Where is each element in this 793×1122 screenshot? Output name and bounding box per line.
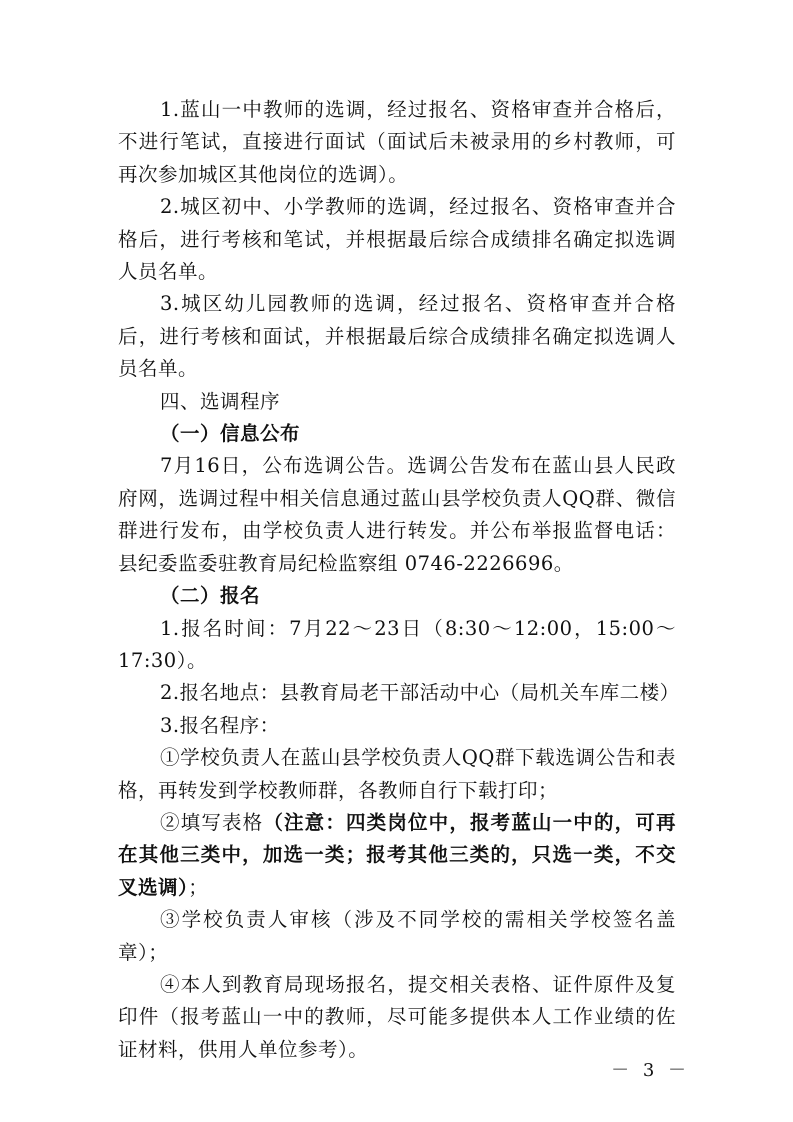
registration-procedure: 3.报名程序：	[160, 713, 280, 737]
section-heading-4: 四、选调程序	[160, 389, 281, 413]
step-4: ④本人到教育局现场报名，提交相关表格、证件原件及复印件（报考蓝山一中的教师，尽可能多提供本人工作业绩的佐证材料，供用人单位参考）。	[118, 972, 676, 1061]
paragraph-1: 1.蓝山一中教师的选调，经过报名、资格审查并合格后，不进行笔试，直接进行面试（面试后未被录用的乡村教师，可再次参加城区其他岗位的选调）。	[118, 98, 676, 186]
paragraph-info: 7月16日，公布选调公告。选调公告发布在蓝山县人民政府网，选调过程中相关信息通过蓝山县学校负责人QQ群、微信群进行发布，由学校负责人进行转发。并公布举报监督电话：县纪委监委驻教育局纪检监察组 0746-2226696。	[118, 454, 676, 575]
step-2-suffix: ；	[188, 875, 209, 899]
subheading-info: （一）信息公布	[160, 422, 301, 446]
paragraph-2: 2.城区初中、小学教师的选调，经过报名、资格审查并合格后，进行考核和笔试，并根据最后综合成绩排名确定拟选调人员名单。	[118, 195, 676, 284]
step-2-note: （注意：四类岗位中，报考蓝山一中的，可再在其他三类中，加选一类；报考其他三类的，只选一类，不交叉选调）	[118, 810, 676, 899]
step-1: ①学校负责人在蓝山县学校负责人QQ群下载选调公告和表格，再转发到学校教师群，各教师自行下载打印；	[118, 746, 676, 802]
registration-place: 2.报名地点：县教育局老干部活动中心（局机关车库二楼）	[160, 681, 680, 705]
step-3: ③学校负责人审核（涉及不同学校的需相关学校签名盖章）；	[118, 908, 676, 964]
step-2-prefix: ②填写表格	[160, 810, 264, 834]
paragraph-3: 3.城区幼儿园教师的选调，经过报名、资格审查并合格后，进行考核和面试，并根据最后综合成绩排名确定拟选调人员名单。	[118, 292, 676, 381]
document-body	[118, 94, 680, 1066]
step-2	[118, 807, 676, 904]
subheading-registration: （二）报名	[160, 584, 261, 608]
page-number: － 3 －	[611, 1060, 690, 1081]
registration-time: 1.报名时间：7月22～23日（8:30～12:00，15:00～17:30）。	[118, 616, 676, 672]
